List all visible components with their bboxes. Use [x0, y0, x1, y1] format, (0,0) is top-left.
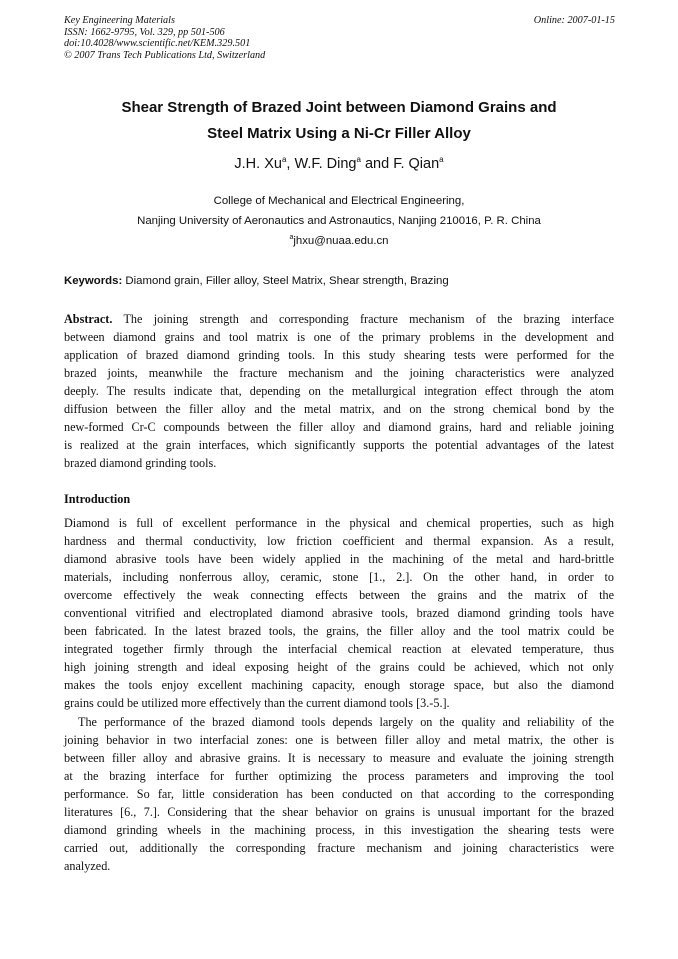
- author-separator: ,: [286, 156, 295, 172]
- author-email: [64, 232, 614, 250]
- issn-line: ISSN: 1662-9795, Vol. 329, pp 501-506: [64, 26, 225, 38]
- intro-line: joining behavior in two interfacial zones: one is between filler alloy and metal matrix, the other is: [64, 732, 614, 747]
- abstract-line: is realized at the grain interfaces, which significantly supports the potential advantages of the latest: [64, 438, 614, 453]
- abstract-line: brazed joints, meanwhile the fracture mechanism and the joining characteristics were analyzed: [64, 366, 614, 381]
- journal-metadata: [64, 15, 265, 61]
- intro-line: literatures [6., 7.]. Considering that the shear behavior on grains is unusual important for the brazed: [64, 804, 614, 819]
- abstract-line: Abstract. The joining strength and corresponding fracture mechanism of the brazing interface: [64, 312, 614, 326]
- abstract-line: diffusion between the filler alloy and the metal matrix, and on the strong chemical bond by the: [64, 402, 614, 417]
- author-separator: and: [360, 156, 394, 172]
- abstract-line: between diamond grains and tool matrix is one of the primary problems in the development and: [64, 330, 614, 345]
- title-line-1: Shear Strength of Brazed Joint between Diamond Grains and: [121, 99, 557, 116]
- affiliation-mark: a: [281, 155, 287, 164]
- doi-line: doi:10.4028/www.scientific.net/KEM.329.501: [64, 38, 251, 50]
- affiliation-line-1: College of Mechanical and Electrical Engineering,: [213, 195, 465, 207]
- intro-line: performance. So far, little consideration has been conducted on that according to the corresponding: [64, 786, 614, 801]
- journal-name: Key Engineering Materials: [64, 15, 175, 26]
- keywords-label: Keywords:: [64, 275, 123, 287]
- intro-line: Diamond is full of excellent performance in the physical and chemical properties, such as high: [64, 516, 614, 530]
- intro-line: analyzed.: [64, 858, 111, 873]
- keywords: [64, 272, 614, 290]
- affiliation: [64, 191, 614, 231]
- abstract-line: deeply. The results indicate that, depending on the metallurgical integration effect through the atom: [64, 384, 614, 399]
- affiliation-line-2: Nanjing University of Aeronautics and Astronautics, Nanjing 210016, P. R. China: [137, 215, 541, 227]
- intro-line: conventional vitrified and electroplated diamond abrasive tools, brazed diamond grinding tools have: [64, 606, 614, 621]
- keywords-text: Diamond grain, Filler alloy, Steel Matrix, Shear strength, Brazing: [125, 275, 449, 287]
- intro-line: makes the tools enjoy excellent machining capacity, enough storage space, but also the diamond: [64, 678, 614, 693]
- abstract-label: Abstract.: [64, 312, 113, 326]
- abstract-line: brazed diamond grinding tools.: [64, 456, 217, 471]
- email-address[interactable]: jhxu@nuaa.edu.cn: [293, 235, 389, 247]
- affiliation-mark: a: [439, 155, 444, 164]
- abstract: [64, 310, 614, 472]
- author-list: [64, 155, 614, 173]
- copyright-line: © 2007 Trans Tech Publications Ltd, Switzerland: [64, 49, 266, 61]
- intro-line: The performance of the brazed diamond tools depends largely on the quality and reliability of the: [78, 714, 614, 729]
- abstract-line: new-formed Cr-C compounds between the filler alloy and diamond grains, hard and reliable joining: [64, 420, 614, 435]
- intro-line: hardness and thermal conductivity, low friction coefficient and thermal expansion. As a result,: [64, 534, 614, 549]
- intro-line: diamond grinding wheels in the machining process, in this investigation the shearing tests were: [64, 822, 614, 837]
- online-date: Online: 2007-01-15: [533, 15, 615, 26]
- affiliation-mark: a: [356, 155, 361, 164]
- intro-line: been fabricated. In the latest brazed tools, the grains, the filler alloy and the tool matrix could be: [64, 624, 614, 639]
- section-heading-introduction: Introduction: [64, 492, 131, 506]
- intro-line: high joining strength and ideal exposing height of the grains could be achieved, which not only: [64, 660, 614, 675]
- title-line-2: Steel Matrix Using a Ni-Cr Filler Alloy: [207, 125, 471, 142]
- intro-line: between filler alloy and abrasive grains. It is necessary to measure and evaluate the joining strength: [64, 750, 614, 765]
- author-name: J.H. Xu: [234, 156, 282, 172]
- intro-line: carried out, additionally the corresponding fracture mechanism and joining characteristics were: [64, 840, 614, 855]
- abstract-line: application of brazed diamond grinding tools. In this study shearing tests were performed for the: [64, 348, 614, 363]
- intro-line: materials, including nonferrous alloy, ceramic, stone [1., 2.]. On the other hand, in order to: [64, 570, 614, 585]
- paper-title: [64, 95, 614, 147]
- intro-line: diamond abrasive tools have been widely applied in the machining of the metal and hard-brittle: [64, 552, 614, 567]
- author-name: W.F. Ding: [294, 156, 357, 172]
- intro-line: at the brazing interface for further optimizing the process parameters and improving the tool: [64, 768, 614, 783]
- intro-line: overcome effectively the weak connecting effects between the grains and the matrix of the: [64, 588, 614, 603]
- author-name: F. Qian: [393, 156, 440, 172]
- intro-line: integrated together firmly through the interfacial chemical reaction at elevated temperature, thus: [64, 642, 614, 657]
- intro-line: grains could be utilized more effectively than the current diamond tools [3.-5.].: [64, 696, 450, 711]
- introduction-body: [64, 514, 614, 875]
- email-mark: a: [289, 234, 294, 241]
